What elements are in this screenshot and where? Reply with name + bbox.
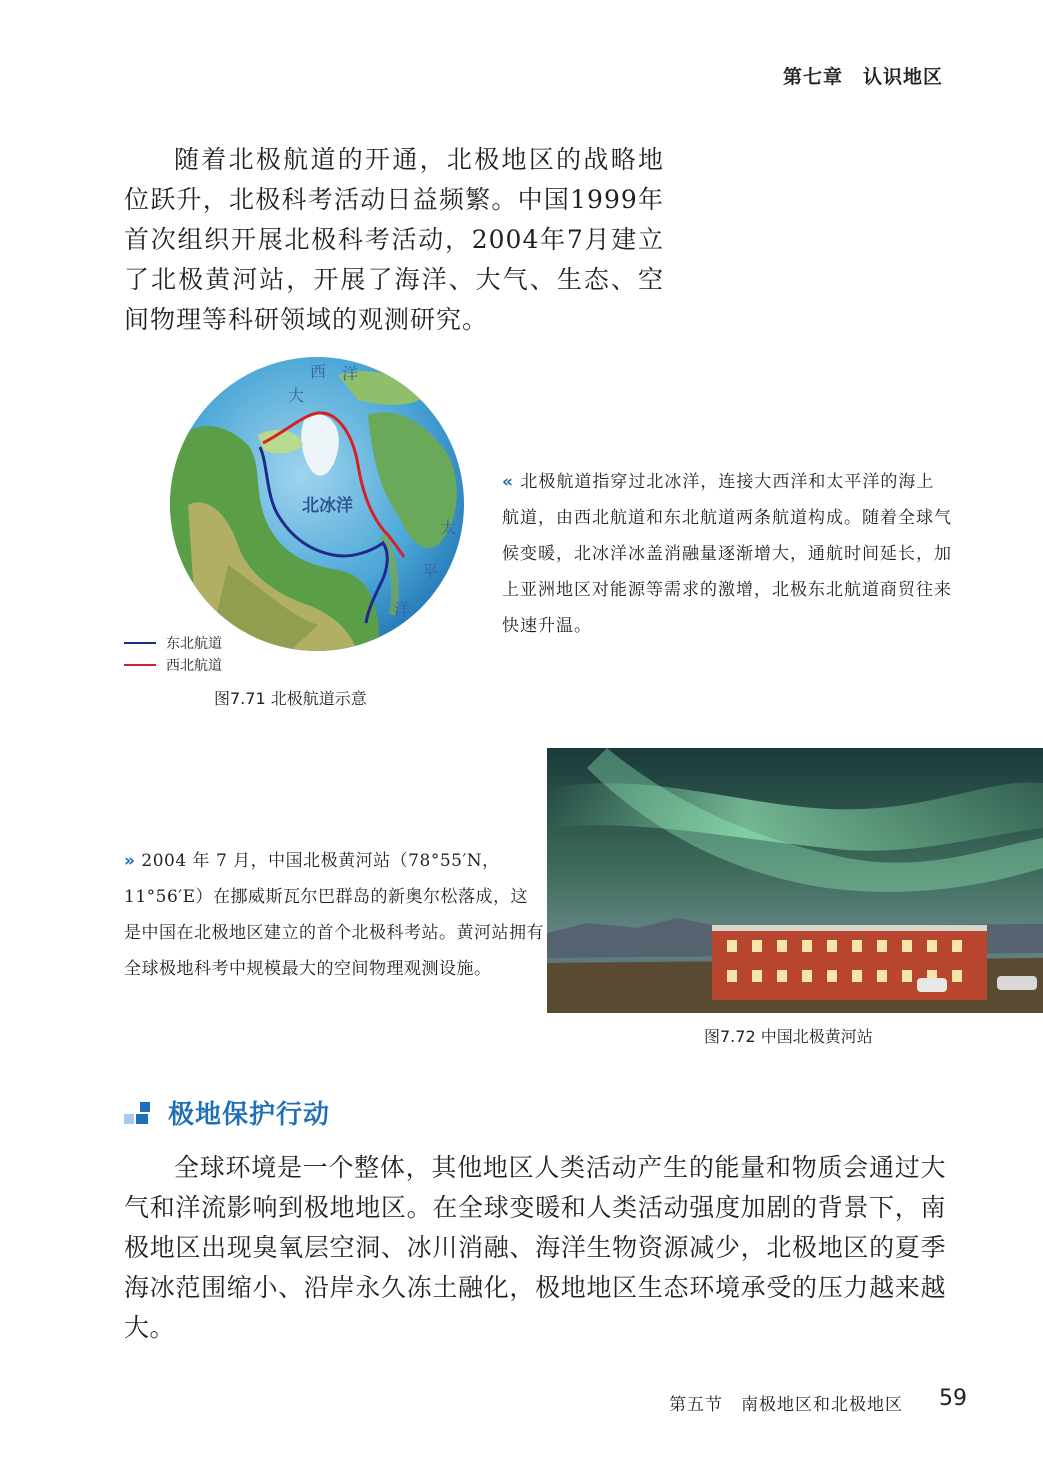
note-yellow-river-station-text: 2004 年 7 月，中国北极黄河站（78°55′N，11°56′E）在挪威斯瓦尔巴群岛的新奥尔松落成，这是中国在北极地区建立的首个北极科考站。黄河站拥有全球极地科考中规模最大的空间物理观测设施。 [124,851,544,979]
note-marker-left: « [502,472,514,492]
map-label-atlantic-2: 西 [310,362,327,381]
map-label-pacific-1: 太 [440,518,457,537]
section-title: 极地保护行动 [168,1100,331,1130]
chapter-header: 第七章 认识地区 [782,66,943,88]
map-legend [124,632,222,676]
figure-caption-7-71: 图7.71 北极航道示意 [214,689,367,708]
note-marker-right: » [124,851,136,871]
map-label-pacific-3: 洋 [394,600,411,619]
map-label-arctic: 北冰洋 [302,496,353,516]
globe-graphic [168,355,466,653]
note-arctic-routes [502,464,952,644]
legend-line-northwest [124,664,156,666]
map-label-atlantic-3: 洋 [342,364,359,383]
arctic-route-map [168,355,466,653]
note-yellow-river-station [124,843,544,987]
legend-line-northeast [124,642,156,644]
intro-paragraph: 随着北极航道的开通，北极地区的战略地位跃升，北极科考活动日益频繁。中国1999年首次组织开展北极科考活动，2004年7月建立了北极黄河站，开展了海洋、大气、生态、空间物理等科研领域的观测研究。 [124,145,664,334]
legend-label-northeast: 东北航道 [166,636,222,652]
section-paragraph: 全球环境是一个整体，其他地区人类活动产生的能量和物质会通过大气和洋流影响到极地地区。在全球变暖和人类活动强度加剧的背景下，南极地区出现臭氧层空洞、冰川消融、海洋生物资源减少，北极地区的夏季海冰范围缩小、沿岸永久冻土融化，极地地区生态环境承受的压力越来越大。 [124,1153,946,1342]
legend-item-northeast [124,632,222,654]
yellow-river-station-photo [547,748,1043,1013]
note-arctic-routes-text: 北极航道指穿过北冰洋，连接大西洋和太平洋的海上航道，由西北航道和东北航道两条航道构成。随着全球气候变暖，北冰洋冰盖消融量逐渐增大，通航时间延长，加上亚洲地区对能源等需求的激增，北极东北航道商贸往来快速升温。 [502,472,952,636]
section-heading [124,1094,330,1131]
page-number: 59 [939,1386,967,1411]
map-label-pacific-2: 平 [422,562,439,581]
legend-label-northwest: 西北航道 [166,658,222,674]
section-square-icon [124,1100,154,1126]
figure-caption-7-72: 图7.72 中国北极黄河站 [704,1027,873,1046]
map-label-atlantic-1: 大 [288,386,305,405]
legend-item-northwest [124,654,222,676]
footer-section-title: 第五节 南极地区和北极地区 [669,1395,903,1415]
